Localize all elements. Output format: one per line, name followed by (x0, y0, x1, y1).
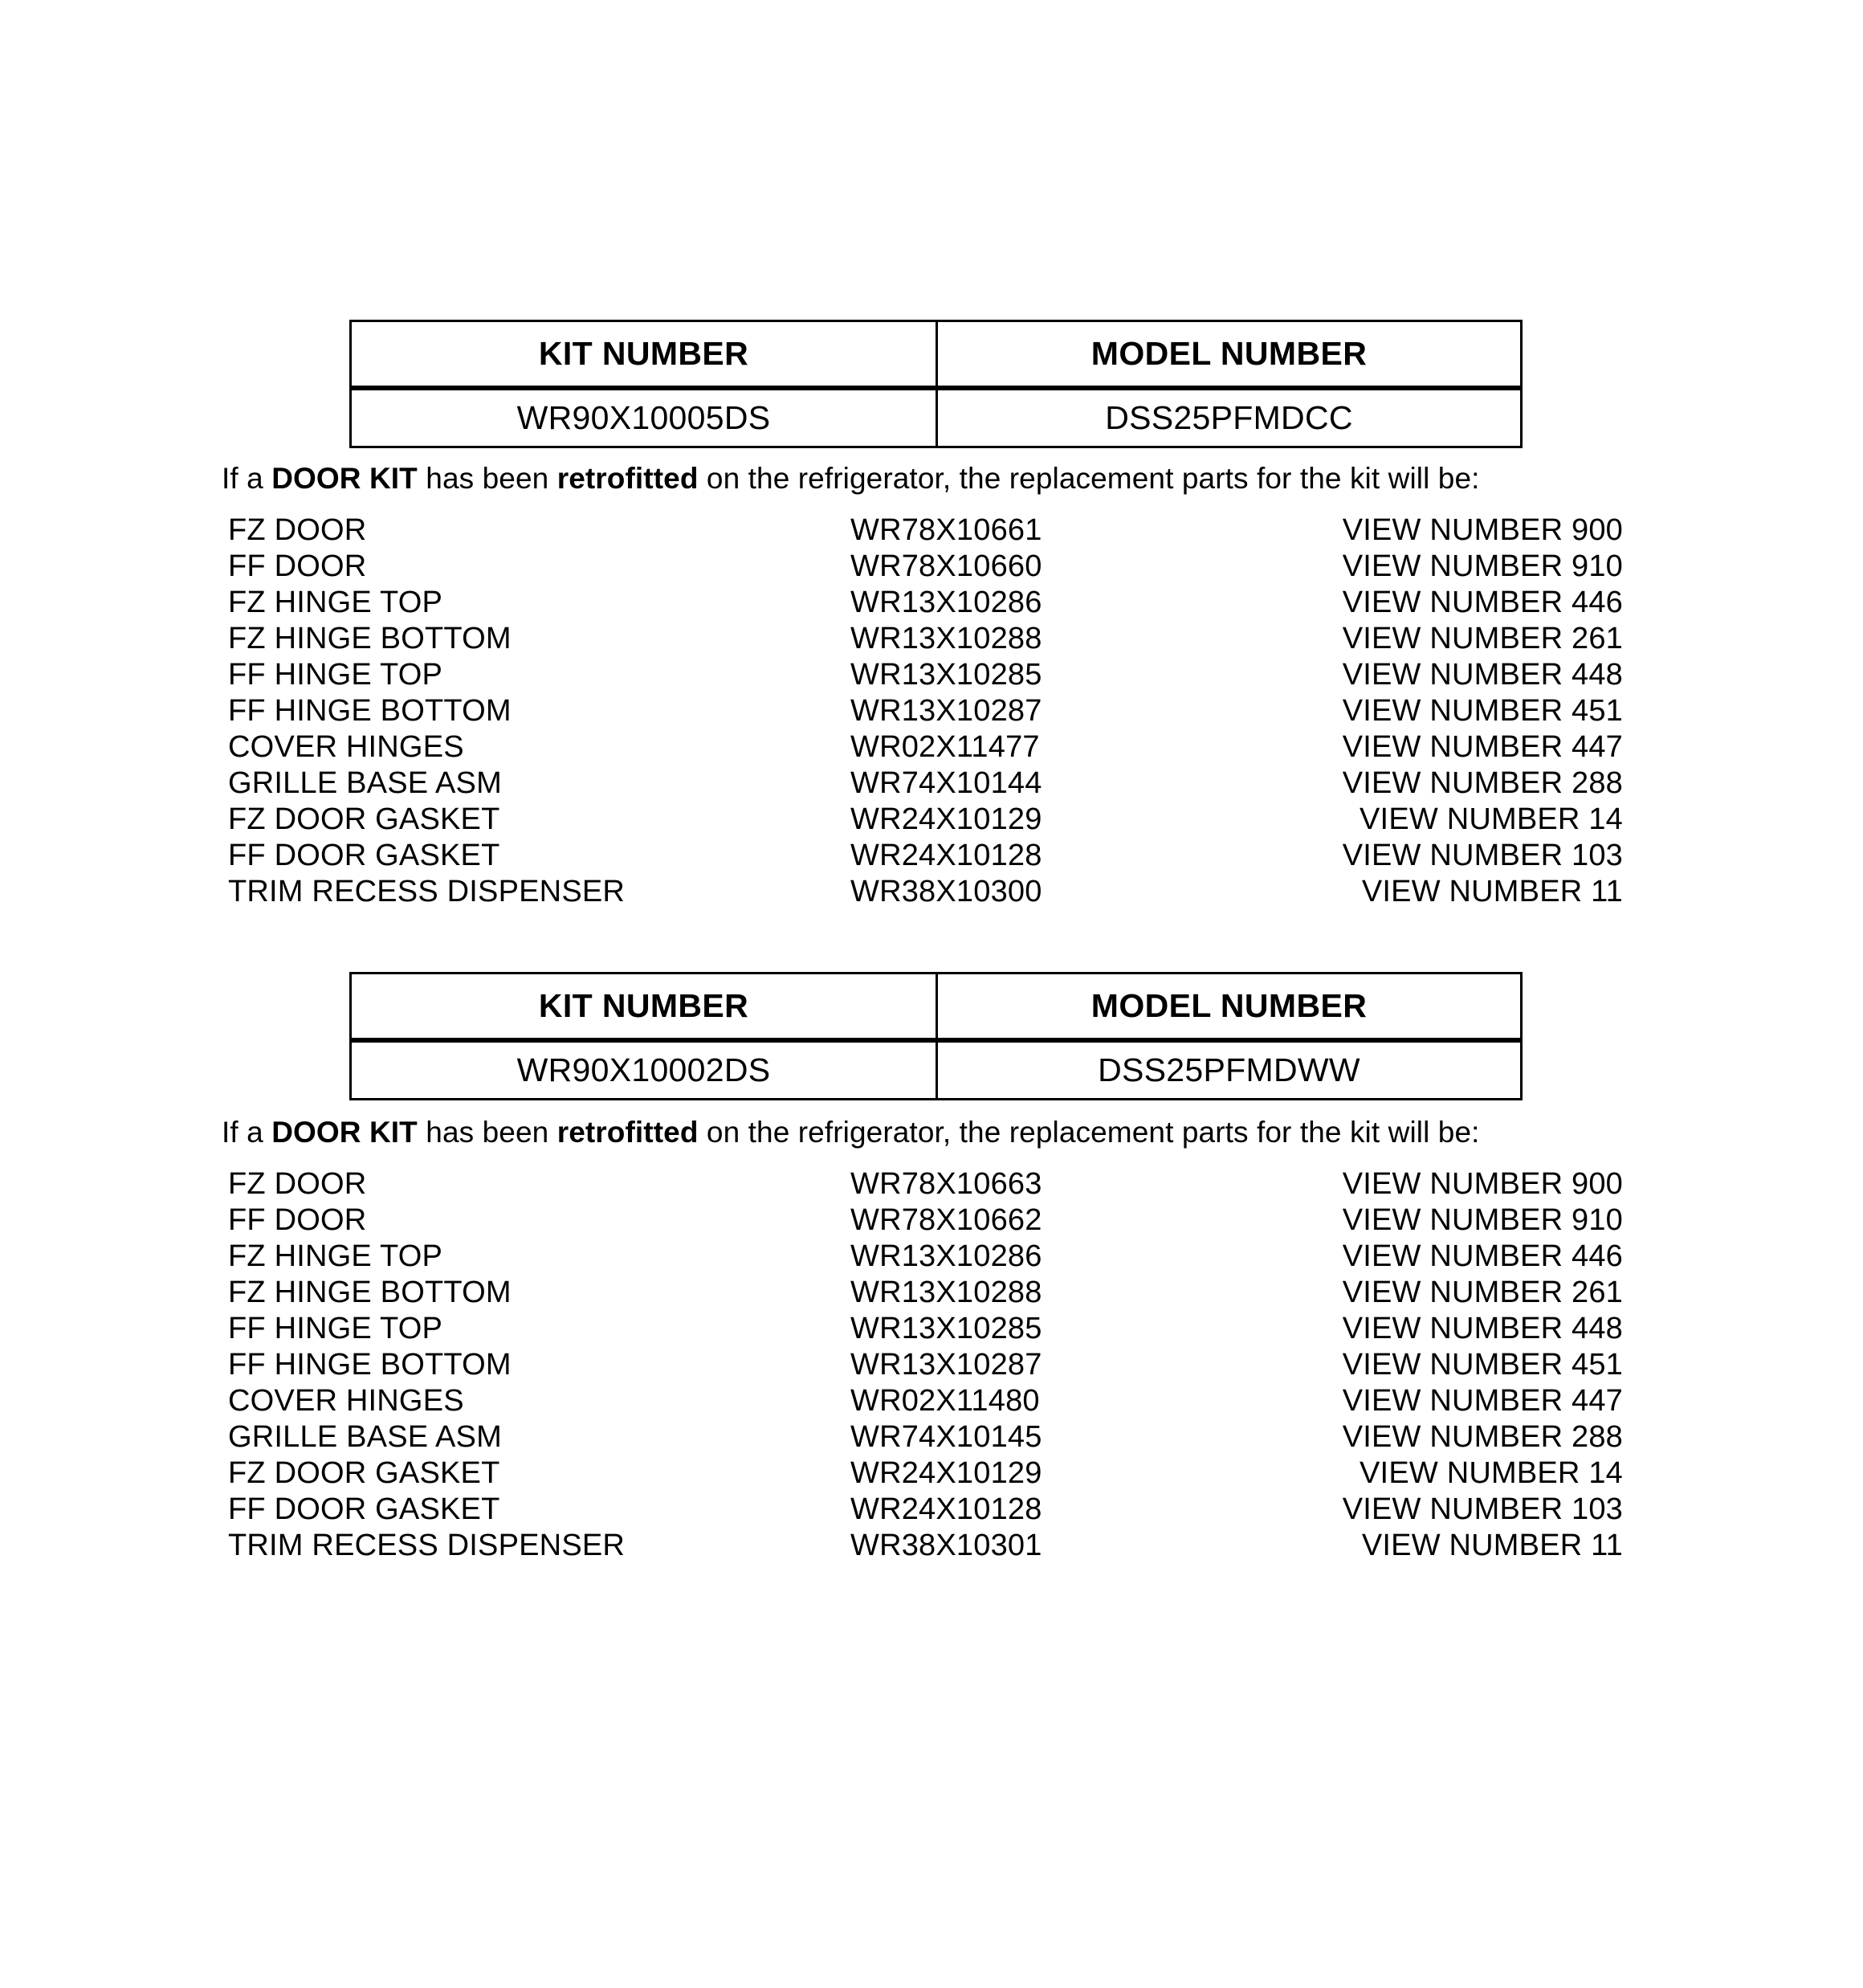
part-row (228, 1202, 1629, 1239)
view-number: VIEW NUMBER 451 (1342, 1348, 1623, 1382)
part-name: FF HINGE BOTTOM (228, 1348, 512, 1382)
kit-number-header-cell (351, 974, 937, 1041)
part-name: TRIM RECESS DISPENSER (228, 1529, 626, 1562)
part-name: FZ HINGE BOTTOM (228, 1276, 512, 1309)
model-number-value: DSS25PFMDCC (1105, 399, 1353, 436)
part-name: FZ HINGE TOP (228, 586, 443, 619)
table-header-row (351, 974, 1522, 1041)
model-number-header-label: MODEL NUMBER (1090, 987, 1368, 1024)
part-name: FZ HINGE TOP (228, 1239, 443, 1273)
view-number: VIEW NUMBER 447 (1342, 730, 1623, 764)
part-number: WR02X11480 (850, 1384, 1040, 1418)
view-number: VIEW NUMBER 447 (1342, 1384, 1623, 1418)
part-row (228, 512, 1629, 549)
view-number: VIEW NUMBER 14 (1360, 802, 1623, 836)
view-number: VIEW NUMBER 288 (1342, 766, 1623, 800)
view-number: VIEW NUMBER 448 (1342, 1312, 1623, 1345)
part-name: FF HINGE BOTTOM (228, 694, 512, 728)
view-number: VIEW NUMBER 14 (1360, 1456, 1623, 1490)
model-number-header-cell (937, 321, 1522, 389)
part-number: WR78X10660 (850, 549, 1042, 583)
retrofit-intro-sentence (222, 461, 1480, 496)
model-number-value-cell (937, 1040, 1522, 1100)
replacement-parts-list (228, 1166, 1629, 1564)
part-row (228, 549, 1629, 585)
part-name: GRILLE BASE ASM (228, 766, 502, 800)
part-number: WR13X10285 (850, 658, 1042, 692)
part-name: FF DOOR GASKET (228, 1492, 500, 1526)
view-number: VIEW NUMBER 446 (1342, 586, 1623, 619)
part-number: WR13X10286 (850, 1239, 1042, 1273)
intro-text-part-3: on the refrigerator, the replacement parts for the kit will be: (698, 1116, 1480, 1149)
view-number: VIEW NUMBER 910 (1342, 549, 1623, 583)
part-number: WR13X10287 (850, 694, 1042, 728)
part-name: FZ DOOR GASKET (228, 1456, 500, 1490)
part-number: WR38X10301 (850, 1529, 1042, 1562)
intro-bold-door-kit: DOOR KIT (271, 1116, 418, 1149)
part-number: WR78X10662 (850, 1203, 1042, 1237)
part-row (228, 1455, 1629, 1492)
part-number: WR24X10129 (850, 802, 1042, 836)
part-row (228, 1347, 1629, 1383)
part-row (228, 657, 1629, 693)
part-name: FF DOOR GASKET (228, 839, 500, 872)
part-name: GRILLE BASE ASM (228, 1420, 502, 1454)
part-name: TRIM RECESS DISPENSER (228, 875, 626, 908)
intro-bold-retrofitted: retrofitted (556, 462, 699, 495)
part-name: COVER HINGES (228, 730, 464, 764)
view-number: VIEW NUMBER 103 (1342, 839, 1623, 872)
part-number: WR02X11477 (850, 730, 1040, 764)
retrofit-intro-sentence (222, 1115, 1480, 1150)
view-number: VIEW NUMBER 11 (1361, 1529, 1623, 1562)
kit-number-header-label: KIT NUMBER (538, 335, 749, 372)
part-number: WR13X10287 (850, 1348, 1042, 1382)
model-number-value: DSS25PFMDWW (1098, 1051, 1360, 1088)
kit-model-table (349, 972, 1523, 1100)
part-name: FF HINGE TOP (228, 658, 443, 692)
view-number: VIEW NUMBER 900 (1342, 1167, 1623, 1201)
kit-number-header-label: KIT NUMBER (538, 987, 749, 1024)
replacement-parts-list (228, 512, 1629, 910)
view-number: VIEW NUMBER 11 (1361, 875, 1623, 908)
view-number: VIEW NUMBER 288 (1342, 1420, 1623, 1454)
part-row (228, 765, 1629, 802)
part-row (228, 1419, 1629, 1455)
view-number: VIEW NUMBER 103 (1342, 1492, 1623, 1526)
intro-bold-retrofitted: retrofitted (556, 1116, 699, 1149)
part-row (228, 729, 1629, 765)
view-number: VIEW NUMBER 451 (1342, 694, 1623, 728)
table-header-row (351, 321, 1522, 389)
table-value-row (351, 388, 1522, 447)
part-row (228, 838, 1629, 874)
part-number: WR13X10288 (850, 1276, 1042, 1309)
model-number-header-cell (937, 974, 1522, 1041)
part-name: FZ DOOR GASKET (228, 802, 500, 836)
table-value-row (351, 1040, 1522, 1100)
part-row (228, 1166, 1629, 1202)
part-number: WR13X10288 (850, 622, 1042, 655)
view-number: VIEW NUMBER 261 (1342, 622, 1623, 655)
view-number: VIEW NUMBER 910 (1342, 1203, 1623, 1237)
view-number: VIEW NUMBER 446 (1342, 1239, 1623, 1273)
part-name: FF DOOR (228, 549, 367, 583)
part-name: FF DOOR (228, 1203, 367, 1237)
part-name: FF HINGE TOP (228, 1312, 443, 1345)
part-row (228, 802, 1629, 838)
part-name: FZ DOOR (228, 513, 367, 547)
part-number: WR38X10300 (850, 875, 1042, 908)
intro-text-part-2: has been (417, 462, 557, 495)
part-row (228, 1275, 1629, 1311)
part-number: WR78X10663 (850, 1167, 1042, 1201)
part-number: WR24X10128 (850, 839, 1042, 872)
part-row (228, 693, 1629, 729)
kit-model-table (349, 320, 1523, 448)
part-name: FZ DOOR (228, 1167, 367, 1201)
kit-number-header-cell (351, 321, 937, 389)
part-name: FZ HINGE BOTTOM (228, 622, 512, 655)
part-number: WR74X10144 (850, 766, 1042, 800)
intro-text-part-1: If a (222, 1116, 272, 1149)
kit-number-value-cell (351, 388, 937, 447)
part-number: WR13X10285 (850, 1312, 1042, 1345)
intro-text-part-1: If a (222, 462, 272, 495)
part-row (228, 1492, 1629, 1528)
kit-number-value-cell (351, 1040, 937, 1100)
part-row (228, 585, 1629, 621)
part-row (228, 1311, 1629, 1347)
part-number: WR13X10286 (850, 586, 1042, 619)
part-row (228, 1239, 1629, 1275)
view-number: VIEW NUMBER 261 (1342, 1276, 1623, 1309)
part-number: WR74X10145 (850, 1420, 1042, 1454)
part-row (228, 1383, 1629, 1419)
intro-text-part-2: has been (417, 1116, 557, 1149)
part-name: COVER HINGES (228, 1384, 464, 1418)
view-number: VIEW NUMBER 900 (1342, 513, 1623, 547)
part-number: WR24X10129 (850, 1456, 1042, 1490)
kit-number-value: WR90X10005DS (516, 399, 771, 436)
part-number: WR24X10128 (850, 1492, 1042, 1526)
part-row (228, 874, 1629, 910)
part-number: WR78X10661 (850, 513, 1042, 547)
part-row (228, 1528, 1629, 1564)
model-number-value-cell (937, 388, 1522, 447)
part-row (228, 621, 1629, 657)
model-number-header-label: MODEL NUMBER (1090, 335, 1368, 372)
intro-text-part-3: on the refrigerator, the replacement parts for the kit will be: (698, 462, 1480, 495)
kit-number-value: WR90X10002DS (516, 1051, 771, 1088)
view-number: VIEW NUMBER 448 (1342, 658, 1623, 692)
intro-bold-door-kit: DOOR KIT (271, 462, 418, 495)
